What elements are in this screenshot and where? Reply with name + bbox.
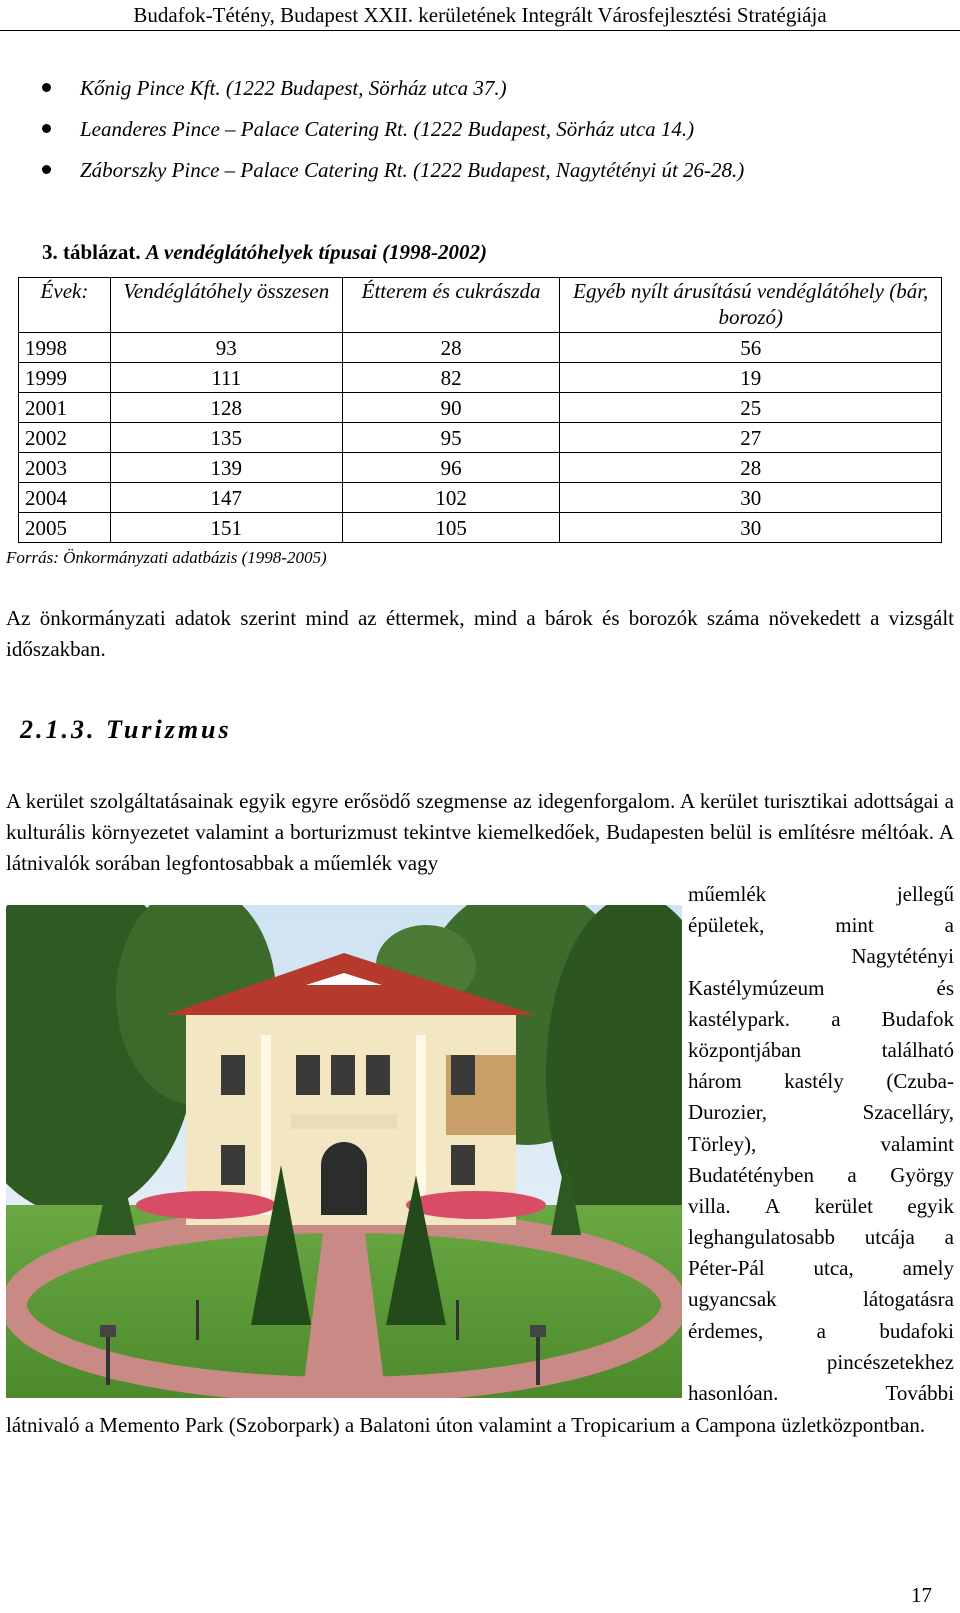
year-cell: 2005 (19, 513, 111, 543)
word: Péter-Pál (688, 1256, 765, 1281)
text-line (688, 941, 954, 972)
text-line (688, 1222, 954, 1253)
value-cell: 30 (560, 483, 942, 513)
table-row (19, 483, 942, 513)
table-caption (42, 240, 487, 265)
word: villa. (688, 1193, 731, 1218)
word: Budatétényben (688, 1162, 814, 1187)
text-line (688, 1191, 954, 1222)
winery-list (0, 72, 960, 195)
column-header: Évek: (19, 278, 111, 333)
text-line (688, 1378, 954, 1409)
list-item (0, 113, 960, 154)
bullet-icon (42, 83, 51, 92)
text-line (688, 1253, 954, 1284)
value-cell: 90 (342, 393, 560, 423)
text-line (688, 1035, 954, 1066)
table-row (19, 453, 942, 483)
value-cell: 96 (342, 453, 560, 483)
value-cell: 139 (110, 453, 342, 483)
value-cell: 128 (110, 393, 342, 423)
word: Törley), (688, 1131, 757, 1156)
table-row (19, 423, 942, 453)
word: központjában (688, 1037, 802, 1062)
text-line (688, 910, 954, 941)
text-line (688, 1284, 954, 1315)
word: pincészetekhez (826, 1349, 954, 1374)
value-cell: 19 (560, 363, 942, 393)
value-cell: 27 (560, 423, 942, 453)
table-header-row (19, 278, 942, 333)
value-cell: 25 (560, 393, 942, 423)
word: a (847, 1162, 857, 1187)
word: Nagytétényi (851, 944, 954, 969)
word: három (688, 1069, 742, 1094)
paragraph: Az önkormányzati adatok szerint mind az éttermek, mind a bárok és borozók száma növekedett a vizsgált időszakban. (6, 606, 954, 661)
word: műemlék (688, 882, 767, 906)
word: valamint (880, 1131, 954, 1156)
word: ugyancsak (688, 1287, 777, 1312)
word: További (885, 1381, 954, 1405)
value-cell: 28 (342, 333, 560, 363)
text-line (688, 1004, 954, 1035)
value-cell: 93 (110, 333, 342, 363)
header-title: Budafok-Tétény, Budapest XXII. kerületének Integrált Városfejlesztési Stratégiája (133, 3, 827, 27)
table-caption-label: 3. táblázat. (42, 240, 141, 264)
text-line (688, 1347, 954, 1378)
word: a (816, 1318, 826, 1343)
value-cell: 147 (110, 483, 342, 513)
text-line (688, 1316, 954, 1347)
word: kastély (784, 1069, 844, 1094)
text-line (688, 973, 954, 1004)
word: Szacelláry, (862, 1100, 954, 1125)
word: Budafok (881, 1006, 954, 1031)
table-row (19, 513, 942, 543)
year-cell: 1998 (19, 333, 111, 363)
table-row (19, 363, 942, 393)
word: hasonlóan. (688, 1381, 779, 1405)
word: budafoki (879, 1318, 954, 1343)
text-line (688, 1129, 954, 1160)
word: érdemes, (688, 1318, 764, 1343)
year-cell: 2003 (19, 453, 111, 483)
value-cell: 111 (110, 363, 342, 393)
value-cell: 28 (560, 453, 942, 483)
table-source: Forrás: Önkormányzati adatbázis (1998-2005) (6, 548, 327, 567)
text-line (688, 1097, 954, 1128)
word: kerület (814, 1193, 873, 1218)
value-cell: 102 (342, 483, 560, 513)
word: látogatásra (863, 1287, 954, 1312)
column-header: Egyéb nyílt árusítású vendéglátóhely (bár, borozó) (560, 278, 942, 333)
bullet-icon (42, 165, 51, 174)
word: a (944, 913, 954, 938)
table-caption-text: A vendéglátóhelyek típusai (1998-2002) (145, 240, 488, 264)
column-header: Étterem és cukrászda (342, 278, 560, 333)
paragraph: látnivaló a Memento Park (Szoborpark) a Balatoni úton valamint a Tropicarium a Campona üzletközpontban. (6, 1413, 926, 1437)
table-row (19, 333, 942, 363)
text-line (688, 879, 954, 910)
word: utca, (813, 1256, 854, 1281)
word: utcája (864, 1225, 915, 1250)
list-item (0, 72, 960, 113)
text-line (688, 1160, 954, 1191)
word: a (831, 1006, 841, 1031)
word: leghangulatosabb (688, 1225, 835, 1250)
list-item (0, 154, 960, 195)
word: amely (902, 1256, 954, 1281)
word: mint (835, 913, 874, 938)
value-cell: 95 (342, 423, 560, 453)
value-cell: 56 (560, 333, 942, 363)
year-cell: 1999 (19, 363, 111, 393)
word: (Czuba- (886, 1069, 954, 1094)
table-row (19, 393, 942, 423)
list-item-text: Leanderes Pince – Palace Catering Rt. (1222 Budapest, Sörház utca 14.) (80, 117, 695, 141)
hospitality-table (18, 277, 942, 543)
value-cell: 82 (342, 363, 560, 393)
word: Durozier, (688, 1100, 768, 1125)
side-text (688, 879, 954, 1409)
column-header: Vendéglátóhely összesen (110, 278, 342, 333)
word: épületek, (688, 913, 765, 938)
value-cell: 30 (560, 513, 942, 543)
castle-photo (6, 905, 682, 1398)
value-cell: 151 (110, 513, 342, 543)
year-cell: 2001 (19, 393, 111, 423)
section-title: 2.1.3. Turizmus (20, 715, 232, 744)
page-header (0, 0, 960, 31)
year-cell: 2002 (19, 423, 111, 453)
word: kastélypark. (688, 1006, 791, 1031)
word: a (944, 1225, 954, 1250)
list-item-text: Kőnig Pince Kft. (1222 Budapest, Sörház utca 37.) (80, 76, 507, 100)
word: jellegű (896, 882, 954, 906)
bullet-icon (42, 124, 51, 133)
word: A (765, 1193, 781, 1218)
paragraph: A kerület szolgáltatásainak egyik egyre erősödő szegmense az idegenforgalom. A kerület turisztikai adottságai a kulturális környezetet valamint a borturizmust tekintve kiemelkedőek, Budapesten belül is említésre méltóak. A látnivalók sorában legfontosabbak a műemlék vagy (6, 789, 954, 875)
page-number: 17 (911, 1583, 932, 1607)
word: található (881, 1037, 954, 1062)
text-line (688, 1066, 954, 1097)
word: egyik (907, 1193, 954, 1218)
list-item-text: Záborszky Pince – Palace Catering Rt. (1222 Budapest, Nagytétényi út 26-28.) (80, 158, 745, 182)
value-cell: 135 (110, 423, 342, 453)
word: Kastélymúzeum (688, 975, 825, 1000)
year-cell: 2004 (19, 483, 111, 513)
word: és (936, 975, 954, 1000)
word: György (890, 1162, 954, 1187)
value-cell: 105 (342, 513, 560, 543)
